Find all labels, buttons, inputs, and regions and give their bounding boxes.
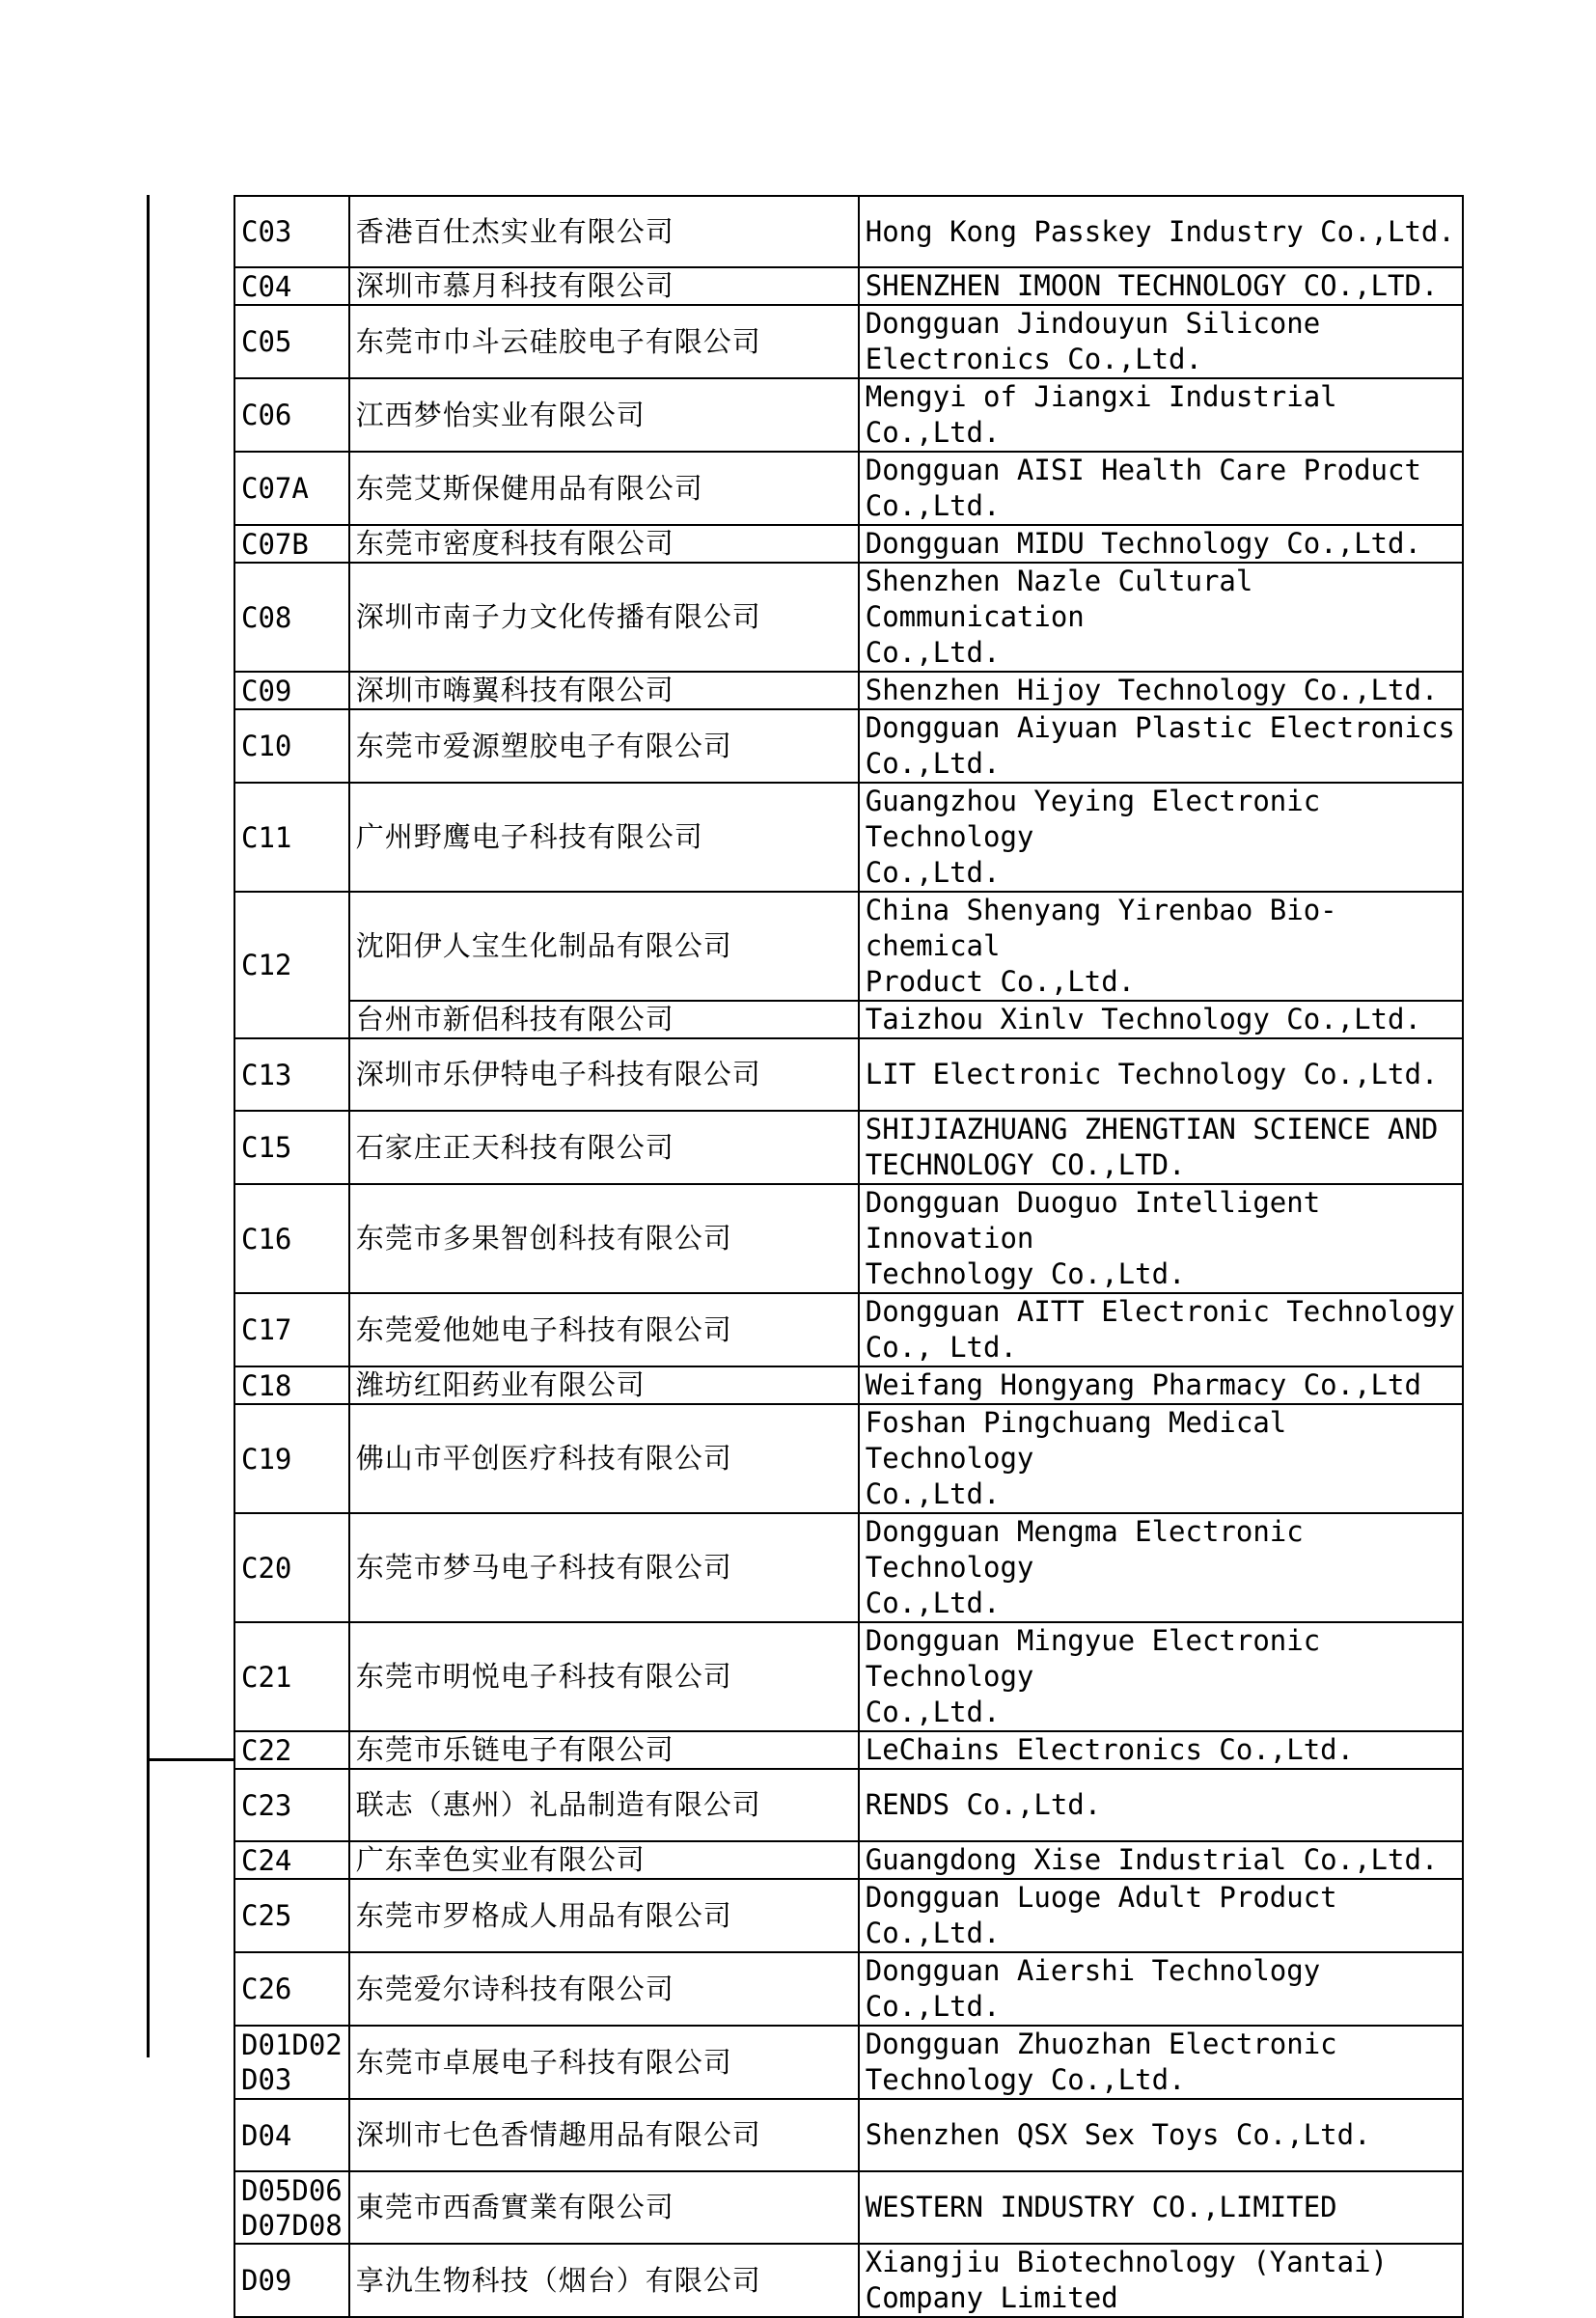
company-name-chinese: 东莞艾斯保健用品有限公司 — [349, 452, 859, 525]
table-row — [234, 2244, 1463, 2317]
table-row — [234, 892, 1463, 1001]
company-name-chinese: 东莞爱他她电子科技有限公司 — [349, 1293, 859, 1366]
booth-number-cell: C13 — [234, 1038, 349, 1111]
booth-number-cell: C18 — [234, 1366, 349, 1404]
company-name-chinese: 东莞市爱源塑胶电子有限公司 — [349, 709, 859, 783]
company-name-chinese: 深圳市乐伊特电子科技有限公司 — [349, 1038, 859, 1111]
company-name-chinese: 深圳市嗨翼科技有限公司 — [349, 672, 859, 709]
company-name-chinese: 东莞爱尔诗科技有限公司 — [349, 1952, 859, 2026]
company-name-english: Hong Kong Passkey Industry Co.,Ltd. — [859, 196, 1463, 267]
company-name-chinese: 潍坊红阳药业有限公司 — [349, 1366, 859, 1404]
company-name-chinese: 石家庄正天科技有限公司 — [349, 1111, 859, 1184]
company-name-chinese: 沈阳伊人宝生化制品有限公司 — [349, 892, 859, 1001]
company-name-english: Guangdong Xise Industrial Co.,Ltd. — [859, 1841, 1463, 1879]
booth-number-cell: C25 — [234, 1879, 349, 1952]
company-name-english: SHIJIAZHUANG ZHENGTIAN SCIENCE AND TECHNOLOGY CO.,LTD. — [859, 1111, 1463, 1184]
company-name-english: Shenzhen Nazle Cultural Communication Co.,Ltd. — [859, 563, 1463, 672]
booth-number-cell: D01D02 D03 — [234, 2026, 349, 2099]
table-row — [234, 2099, 1463, 2171]
booth-number-cell: C23 — [234, 1769, 349, 1841]
booth-number-cell: C22 — [234, 1731, 349, 1769]
company-name-chinese: 东莞市多果智创科技有限公司 — [349, 1184, 859, 1293]
table-row — [234, 1184, 1463, 1293]
table-row — [234, 1841, 1463, 1879]
company-name-chinese: 享氿生物科技（烟台）有限公司 — [349, 2244, 859, 2317]
booth-number-cell: C07B — [234, 525, 349, 563]
company-name-english: Foshan Pingchuang Medical Technology Co.,Ltd. — [859, 1404, 1463, 1513]
company-name-chinese: 东莞市罗格成人用品有限公司 — [349, 1879, 859, 1952]
booth-number-cell: C10 — [234, 709, 349, 783]
company-name-english: Dongguan Jindouyun Silicone Electronics Co.,Ltd. — [859, 305, 1463, 378]
booth-number-cell: C12 — [234, 892, 349, 1038]
company-name-english: Weifang Hongyang Pharmacy Co.,Ltd — [859, 1366, 1463, 1404]
booth-number-cell: C08 — [234, 563, 349, 672]
booth-number-cell: C05 — [234, 305, 349, 378]
booth-number-cell: C26 — [234, 1952, 349, 2026]
company-name-english: Dongguan AISI Health Care Product Co.,Ltd. — [859, 452, 1463, 525]
company-name-english: Dongguan Aiershi Technology Co.,Ltd. — [859, 1952, 1463, 2026]
table-row — [234, 378, 1463, 452]
table-row — [234, 452, 1463, 525]
company-name-english: Shenzhen QSX Sex Toys Co.,Ltd. — [859, 2099, 1463, 2171]
table-row — [234, 1038, 1463, 1111]
company-name-chinese: 東莞市西喬實業有限公司 — [349, 2171, 859, 2244]
booth-number-cell: D09 — [234, 2244, 349, 2317]
company-name-chinese: 广州野鹰电子科技有限公司 — [349, 783, 859, 892]
booth-number-cell: C21 — [234, 1622, 349, 1731]
table-row — [234, 1769, 1463, 1841]
company-name-chinese: 联志（惠州）礼品制造有限公司 — [349, 1769, 859, 1841]
company-name-english: Guangzhou Yeying Electronic Technology Co.,Ltd. — [859, 783, 1463, 892]
table-row — [234, 1293, 1463, 1366]
exhibitor-table — [234, 195, 1464, 2318]
table-row — [234, 525, 1463, 563]
table-row — [234, 1404, 1463, 1513]
table-row — [234, 709, 1463, 783]
company-name-english: SHENZHEN IMOON TECHNOLOGY CO.,LTD. — [859, 267, 1463, 305]
exhibitor-table-body — [234, 196, 1463, 2317]
company-name-english: Dongguan AITT Electronic Technology Co., Ltd. — [859, 1293, 1463, 1366]
company-name-chinese: 东莞市乐链电子有限公司 — [349, 1731, 859, 1769]
table-row — [234, 305, 1463, 378]
booth-number-cell: C07A — [234, 452, 349, 525]
company-name-chinese: 东莞市卓展电子科技有限公司 — [349, 2026, 859, 2099]
booth-number-cell: D04 — [234, 2099, 349, 2171]
table-row — [234, 196, 1463, 267]
table-row — [234, 2171, 1463, 2244]
table-row — [234, 1366, 1463, 1404]
company-name-chinese: 广东幸色实业有限公司 — [349, 1841, 859, 1879]
booth-number-cell: C15 — [234, 1111, 349, 1184]
company-name-english: Dongguan MIDU Technology Co.,Ltd. — [859, 525, 1463, 563]
company-name-english: Dongguan Mengma Electronic Technology Co.,Ltd. — [859, 1513, 1463, 1622]
booth-number-cell: C03 — [234, 196, 349, 267]
table-row — [234, 1111, 1463, 1184]
company-name-english: Taizhou Xinlv Technology Co.,Ltd. — [859, 1001, 1463, 1038]
booth-number-cell: C04 — [234, 267, 349, 305]
booth-number-cell: C06 — [234, 378, 349, 452]
company-name-english: Xiangjiu Biotechnology (Yantai) Company Limited — [859, 2244, 1463, 2317]
booth-number-cell: C09 — [234, 672, 349, 709]
company-name-chinese: 香港百仕杰实业有限公司 — [349, 196, 859, 267]
company-name-english: Dongguan Mingyue Electronic Technology Co.,Ltd. — [859, 1622, 1463, 1731]
booth-number-cell: D05D06 D07D08 — [234, 2171, 349, 2244]
table-row — [234, 563, 1463, 672]
booth-number-cell: C20 — [234, 1513, 349, 1622]
company-name-english: WESTERN INDUSTRY CO.,LIMITED — [859, 2171, 1463, 2244]
booth-number-cell: C24 — [234, 1841, 349, 1879]
company-name-english: Dongguan Duoguo Intelligent Innovation Technology Co.,Ltd. — [859, 1184, 1463, 1293]
table-row — [234, 672, 1463, 709]
table-row — [234, 1731, 1463, 1769]
table-row — [234, 1622, 1463, 1731]
table-row — [234, 783, 1463, 892]
booth-number-cell: C11 — [234, 783, 349, 892]
company-name-chinese: 台州市新侣科技有限公司 — [349, 1001, 859, 1038]
section-divider — [147, 1758, 234, 1761]
company-name-english: LeChains Electronics Co.,Ltd. — [859, 1731, 1463, 1769]
company-name-english: RENDS Co.,Ltd. — [859, 1769, 1463, 1841]
booth-number-cell: C19 — [234, 1404, 349, 1513]
table-row — [234, 1001, 1463, 1038]
company-name-english: Mengyi of Jiangxi Industrial Co.,Ltd. — [859, 378, 1463, 452]
company-name-english: China Shenyang Yirenbao Bio-chemical Product Co.,Ltd. — [859, 892, 1463, 1001]
table-row — [234, 267, 1463, 305]
company-name-chinese: 东莞市密度科技有限公司 — [349, 525, 859, 563]
company-name-english: Dongguan Zhuozhan Electronic Technology Co.,Ltd. — [859, 2026, 1463, 2099]
company-name-chinese: 东莞市明悦电子科技有限公司 — [349, 1622, 859, 1731]
booth-number-cell: C16 — [234, 1184, 349, 1293]
company-name-english: Dongguan Aiyuan Plastic Electronics Co.,Ltd. — [859, 709, 1463, 783]
company-name-chinese: 佛山市平创医疗科技有限公司 — [349, 1404, 859, 1513]
table-row — [234, 1879, 1463, 1952]
company-name-chinese: 江西梦怡实业有限公司 — [349, 378, 859, 452]
company-name-english: Dongguan Luoge Adult Product Co.,Ltd. — [859, 1879, 1463, 1952]
table-row — [234, 2026, 1463, 2099]
company-name-chinese: 深圳市南子力文化传播有限公司 — [349, 563, 859, 672]
table-row — [234, 1952, 1463, 2026]
company-name-english: Shenzhen Hijoy Technology Co.,Ltd. — [859, 672, 1463, 709]
company-name-chinese: 深圳市七色香情趣用品有限公司 — [349, 2099, 859, 2171]
table-row — [234, 1513, 1463, 1622]
company-name-chinese: 深圳市慕月科技有限公司 — [349, 267, 859, 305]
company-name-english: LIT Electronic Technology Co.,Ltd. — [859, 1038, 1463, 1111]
left-border-line — [147, 195, 150, 2057]
booth-number-cell: C17 — [234, 1293, 349, 1366]
company-name-chinese: 东莞市梦马电子科技有限公司 — [349, 1513, 859, 1622]
company-name-chinese: 东莞市巾斗云硅胶电子有限公司 — [349, 305, 859, 378]
